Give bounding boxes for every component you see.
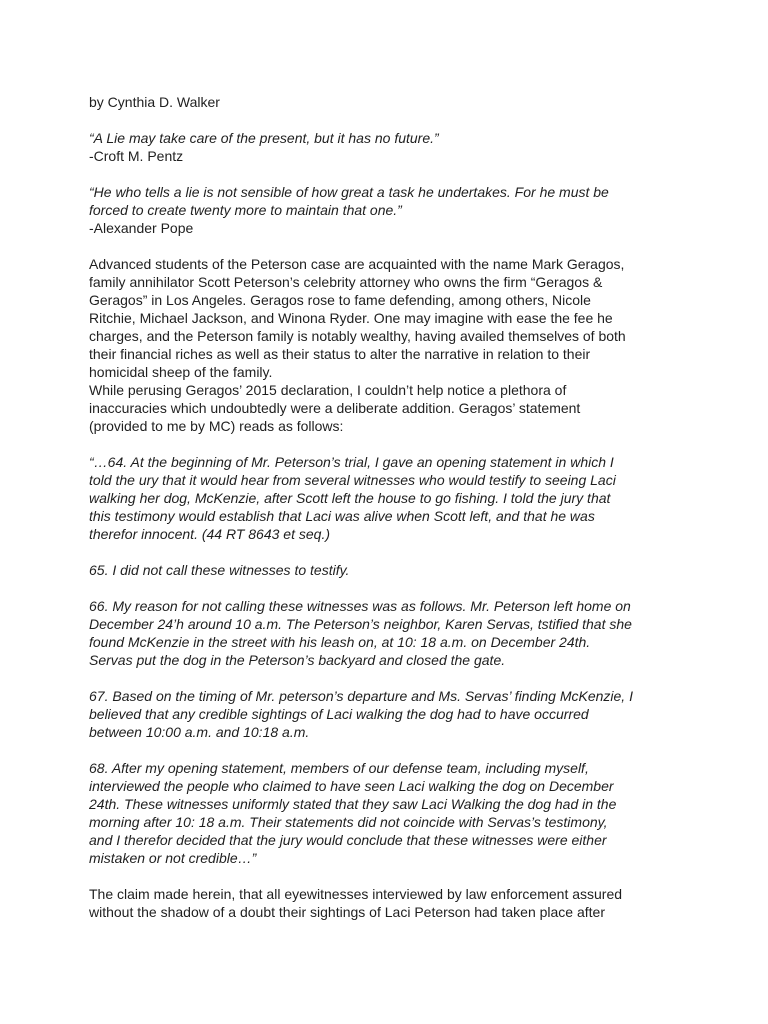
paragraph-intro-line: Ritchie, Michael Jackson, and Winona Ryder. One may imagine with ease the fee he bbox=[89, 310, 613, 326]
declaration-line: December 24’h around 10 a.m. The Peterson’s neighbor, Karen Servas, tstified that she bbox=[89, 616, 632, 632]
paragraph-intro-line: their financial riches as well as their status to alter the narrative in relation to their bbox=[89, 346, 591, 362]
paragraph-intro-line: family annihilator Scott Peterson’s celebrity attorney who owns the firm “Geragos & bbox=[89, 274, 603, 290]
declaration-item-67 bbox=[89, 687, 689, 741]
declaration-item-64 bbox=[89, 453, 689, 543]
declaration-line: 67. Based on the timing of Mr. peterson’s departure and Ms. Servas’ finding McKenzie, I bbox=[89, 688, 633, 704]
quote-1-attribution: -Croft M. Pentz bbox=[89, 148, 184, 164]
declaration-line: 68. After my opening statement, members of our defense team, including myself, bbox=[89, 760, 589, 776]
declaration-line: between 10:00 a.m. and 10:18 a.m. bbox=[89, 724, 310, 740]
declaration-line: 66. My reason for not calling these witnesses was as follows. Mr. Peterson left home on bbox=[89, 598, 631, 614]
declaration-line: found McKenzie in the street with his leash on, at 10: 18 a.m. on December 24th. bbox=[89, 634, 591, 650]
quote-2-line-1: “He who tells a lie is not sensible of how great a task he undertakes. For he must be bbox=[89, 184, 609, 200]
declaration-item-66 bbox=[89, 597, 689, 669]
declaration-item-65 bbox=[89, 561, 689, 579]
declaration-line: morning after 10: 18 a.m. Their statements did not coincide with Servas’s testimony, bbox=[89, 814, 608, 830]
paragraph-lead-line: While perusing Geragos’ 2015 declaration, I couldn’t help notice a plethora of bbox=[89, 382, 567, 398]
quote-1-line-1: “A Lie may take care of the present, but it has no future.” bbox=[89, 130, 439, 146]
declaration-item-68 bbox=[89, 759, 689, 867]
declaration-line: therefor innocent. (44 RT 8643 et seq.) bbox=[89, 526, 330, 542]
declaration-line: walking her dog, McKenzie, after Scott left the house to go fishing. I told the jury that bbox=[89, 490, 611, 506]
paragraph-intro-line: Geragos” in Los Angeles. Geragos rose to fame defending, among others, Nicole bbox=[89, 292, 591, 308]
paragraph-intro-line: homicidal sheep of the family. bbox=[89, 364, 273, 380]
declaration-line: told the ury that it would hear from several witnesses who would testify to seeing Laci bbox=[89, 472, 616, 488]
paragraph-intro bbox=[89, 255, 689, 381]
quote-2-attribution: -Alexander Pope bbox=[89, 220, 194, 236]
paragraph-lead-line: (provided to me by MC) reads as follows: bbox=[89, 418, 344, 434]
closing-line: The claim made herein, that all eyewitnesses interviewed by law enforcement assured bbox=[89, 886, 623, 902]
declaration-line: Servas put the dog in the Peterson’s backyard and closed the gate. bbox=[89, 652, 506, 668]
paragraph-intro-line: charges, and the Peterson family is notably wealthy, having availed themselves of both bbox=[89, 328, 626, 344]
paragraph-lead-line: inaccuracies which undoubtedly were a deliberate addition. Geragos’ statement bbox=[89, 400, 581, 416]
declaration-line: “…64. At the beginning of Mr. Peterson’s trial, I gave an opening statement in which I bbox=[89, 454, 614, 470]
quote-2 bbox=[89, 183, 689, 237]
declaration-line: and I therefor decided that the jury would conclude that these witnesses were either bbox=[89, 832, 607, 848]
declaration-line: believed that any credible sightings of Laci walking the dog had to have occurred bbox=[89, 706, 589, 722]
byline: by Cynthia D. Walker bbox=[89, 94, 220, 110]
paragraph-intro-line: Advanced students of the Peterson case are acquainted with the name Mark Geragos, bbox=[89, 256, 625, 272]
declaration-line: interviewed the people who claimed to have seen Laci walking the dog on December bbox=[89, 778, 614, 794]
closing-line: without the shadow of a doubt their sightings of Laci Peterson had taken place after bbox=[89, 904, 605, 920]
declaration-line: 24th. These witnesses uniformly stated that they saw Laci Walking the dog had in the bbox=[89, 796, 617, 812]
declaration-line: mistaken or not credible…” bbox=[89, 850, 257, 866]
article-body bbox=[89, 93, 689, 939]
paragraph-declaration-lead bbox=[89, 381, 689, 435]
declaration-line: this testimony would establish that Laci was alive when Scott left, and that he was bbox=[89, 508, 595, 524]
quote-2-line-2: forced to create twenty more to maintain that one.” bbox=[89, 202, 402, 218]
paragraph-closing bbox=[89, 885, 689, 921]
quote-1 bbox=[89, 129, 689, 165]
declaration-line: 65. I did not call these witnesses to testify. bbox=[89, 562, 350, 578]
